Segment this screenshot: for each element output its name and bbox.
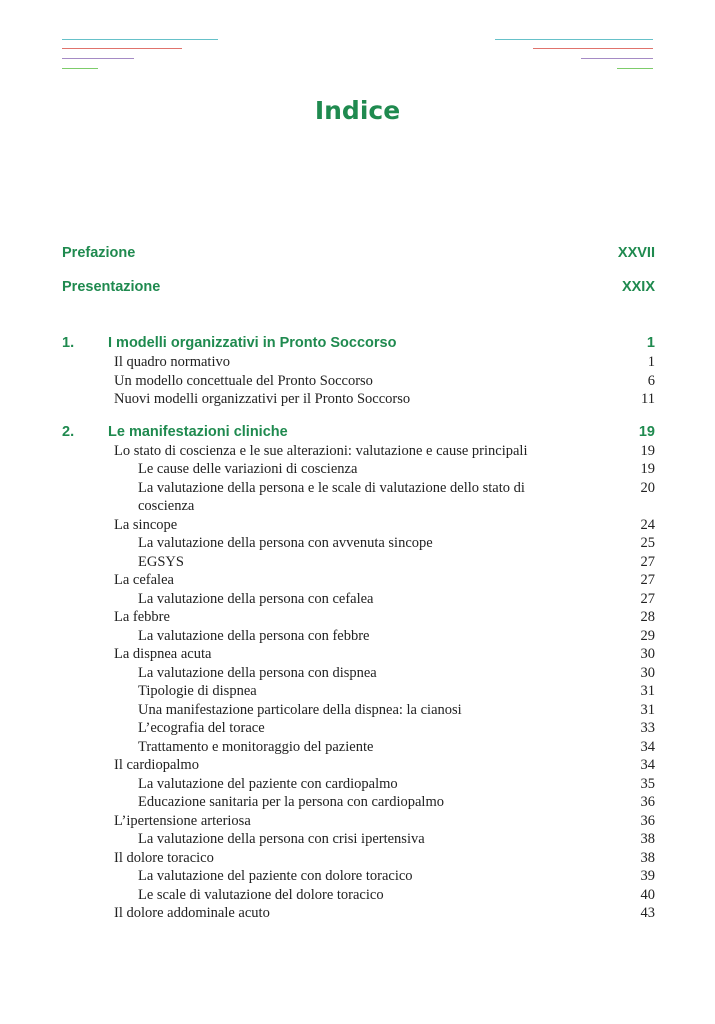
toc-entry-title: Le scale di valutazione del dolore toracico: [138, 886, 384, 903]
toc-chapter: [62, 423, 655, 923]
toc-section-entry[interactable]: [62, 849, 655, 868]
toc-chapter: [62, 334, 655, 409]
toc-subsection-entry[interactable]: [62, 867, 655, 886]
toc-subsection-entry[interactable]: [62, 886, 655, 905]
toc-page-number: 38: [640, 849, 655, 866]
toc-entry-title: Una manifestazione particolare della dispnea: la cianosi: [138, 701, 462, 718]
toc-page-number: 20: [640, 479, 655, 496]
toc-section-entry[interactable]: [62, 442, 655, 461]
toc-section-entry[interactable]: [62, 756, 655, 775]
toc-entry-title: Lo stato di coscienza e le sue alterazioni: valutazione e cause principali: [114, 442, 528, 459]
header-rule-right-teal: [495, 39, 653, 40]
toc-page-number: 28: [640, 609, 655, 625]
toc-entry-title: Presentazione: [62, 279, 161, 295]
chapter-number: 2.: [62, 423, 75, 440]
toc-entry-title: Trattamento e monitoraggio del paziente: [138, 738, 374, 755]
toc-page-number: XXVII: [617, 245, 655, 261]
toc-chapter-heading[interactable]: [62, 334, 655, 353]
page-title: Indice: [314, 96, 401, 125]
toc-entry-title: La valutazione della persona con crisi ipertensiva: [138, 831, 425, 847]
toc-subsection-entry[interactable]: [62, 627, 655, 646]
toc-subsection-entry[interactable]: [62, 682, 655, 701]
toc-page-number: 31: [640, 683, 655, 699]
front-matter: [62, 240, 655, 308]
toc-entry-title: La valutazione del paziente con dolore toracico: [138, 868, 413, 884]
toc-entry-title: La dispnea acuta: [114, 646, 212, 662]
toc-entry-title: La febbre: [114, 609, 170, 625]
toc-page-number: 33: [640, 720, 655, 736]
toc-front-entry[interactable]: [62, 274, 655, 308]
toc-subsection-entry[interactable]: [62, 664, 655, 683]
toc-section-entry[interactable]: [62, 390, 655, 409]
toc-section-entry[interactable]: [62, 904, 655, 923]
toc-page-number: 31: [640, 701, 655, 718]
toc-page-number: 25: [640, 535, 655, 551]
toc-subsection-entry[interactable]: [62, 479, 655, 516]
toc-page-number: 34: [640, 757, 655, 773]
toc-chapter-heading[interactable]: [62, 423, 655, 442]
toc-entry-title: L’ipertensione arteriosa: [114, 812, 251, 829]
toc-entry-title: La sincope: [114, 516, 178, 533]
toc-section-entry[interactable]: [62, 645, 655, 664]
header-rule-right-green: [617, 68, 653, 69]
chapter-title: I modelli organizzativi in Pronto Soccorso: [108, 335, 397, 351]
toc-page-number: 19: [638, 423, 655, 440]
toc-subsection-entry[interactable]: [62, 534, 655, 553]
toc-entry-title: Il dolore toracico: [114, 849, 214, 866]
toc-subsection-entry[interactable]: [62, 738, 655, 757]
toc-page-number: 34: [640, 738, 655, 755]
header-rule-left-green: [62, 68, 98, 69]
toc-page-number: 11: [641, 391, 655, 407]
toc-entry-title: L’ecografia del torace: [138, 720, 265, 736]
header-rule-left-purple: [62, 58, 134, 59]
toc-section-entry[interactable]: [62, 353, 655, 372]
toc-entry-title: Tipologie di dispnea: [138, 683, 257, 699]
toc-entry-title: La valutazione della persona con febbre: [138, 627, 370, 644]
toc-entry-title: Un modello concettuale del Pronto Soccorso: [114, 372, 373, 389]
toc-page-number: 40: [640, 886, 655, 903]
toc-page-number: 6: [647, 372, 655, 389]
toc-page-number: 36: [640, 794, 655, 810]
toc-subsection-entry[interactable]: [62, 460, 655, 479]
toc-entry-title: Il cardiopalmo: [114, 757, 199, 773]
toc-entry-title: La cefalea: [114, 572, 174, 588]
toc-front-entry[interactable]: [62, 240, 655, 274]
toc-subsection-entry[interactable]: [62, 701, 655, 720]
toc-page-number: 30: [640, 664, 655, 681]
toc-subsection-entry[interactable]: [62, 590, 655, 609]
header-rule-right-purple: [581, 58, 653, 59]
toc-page-number: 27: [640, 553, 655, 570]
toc-section-entry[interactable]: [62, 571, 655, 590]
toc-page-number: 30: [640, 646, 655, 662]
chapter-list: [62, 334, 655, 923]
toc-entry-title: La valutazione della persona e le scale di valutazione dello stato di coscienza: [138, 479, 525, 514]
toc-page-number: 19: [640, 461, 655, 477]
toc-subsection-entry[interactable]: [62, 830, 655, 849]
toc-page-number: 39: [640, 868, 655, 884]
toc-entry-title: Il dolore addominale acuto: [114, 905, 270, 921]
toc-page-number: 1: [646, 335, 655, 351]
toc-page-number: 27: [640, 572, 655, 588]
toc-entry-title: Le cause delle variazioni di coscienza: [138, 461, 358, 477]
toc-section-entry[interactable]: [62, 372, 655, 391]
toc-page-number: 29: [640, 627, 655, 644]
toc-entry-title: EGSYS: [138, 553, 184, 570]
toc-page-number: XXIX: [621, 279, 655, 295]
toc-page-number: 43: [640, 905, 655, 921]
chapter-title: Le manifestazioni cliniche: [108, 423, 288, 440]
table-of-contents: [62, 240, 655, 923]
toc-entry-title: La valutazione della persona con cefalea: [138, 590, 374, 607]
toc-entry-title: Prefazione: [62, 245, 136, 261]
toc-entry-title: La valutazione della persona con dispnea: [138, 664, 377, 681]
header-rule-left-teal: [62, 39, 218, 40]
toc-section-entry[interactable]: [62, 812, 655, 831]
toc-subsection-entry[interactable]: [62, 793, 655, 812]
toc-entry-title: Nuovi modelli organizzativi per il Pronto Soccorso: [114, 391, 411, 407]
header-rule-right-red: [533, 48, 653, 49]
toc-subsection-entry[interactable]: [62, 719, 655, 738]
toc-entry-title: La valutazione della persona con avvenuta sincope: [138, 535, 433, 551]
header-rule-left-red: [62, 48, 182, 49]
toc-subsection-entry[interactable]: [62, 775, 655, 794]
toc-page-number: 24: [640, 516, 655, 533]
toc-page-number: 36: [640, 812, 655, 829]
toc-page-number: 1: [647, 354, 655, 370]
toc-page-number: 35: [640, 775, 655, 792]
chapter-number: 1.: [62, 335, 75, 351]
toc-section-entry[interactable]: [62, 608, 655, 627]
toc-subsection-entry[interactable]: [62, 553, 655, 572]
toc-entry-title: La valutazione del paziente con cardiopalmo: [138, 775, 398, 792]
toc-section-entry[interactable]: [62, 516, 655, 535]
toc-page-number: 19: [640, 442, 655, 459]
toc-page-number: 38: [640, 831, 655, 847]
toc-entry-title: Il quadro normativo: [114, 354, 230, 370]
toc-entry-title: Educazione sanitaria per la persona con cardiopalmo: [138, 794, 444, 810]
toc-page-number: 27: [640, 590, 655, 607]
